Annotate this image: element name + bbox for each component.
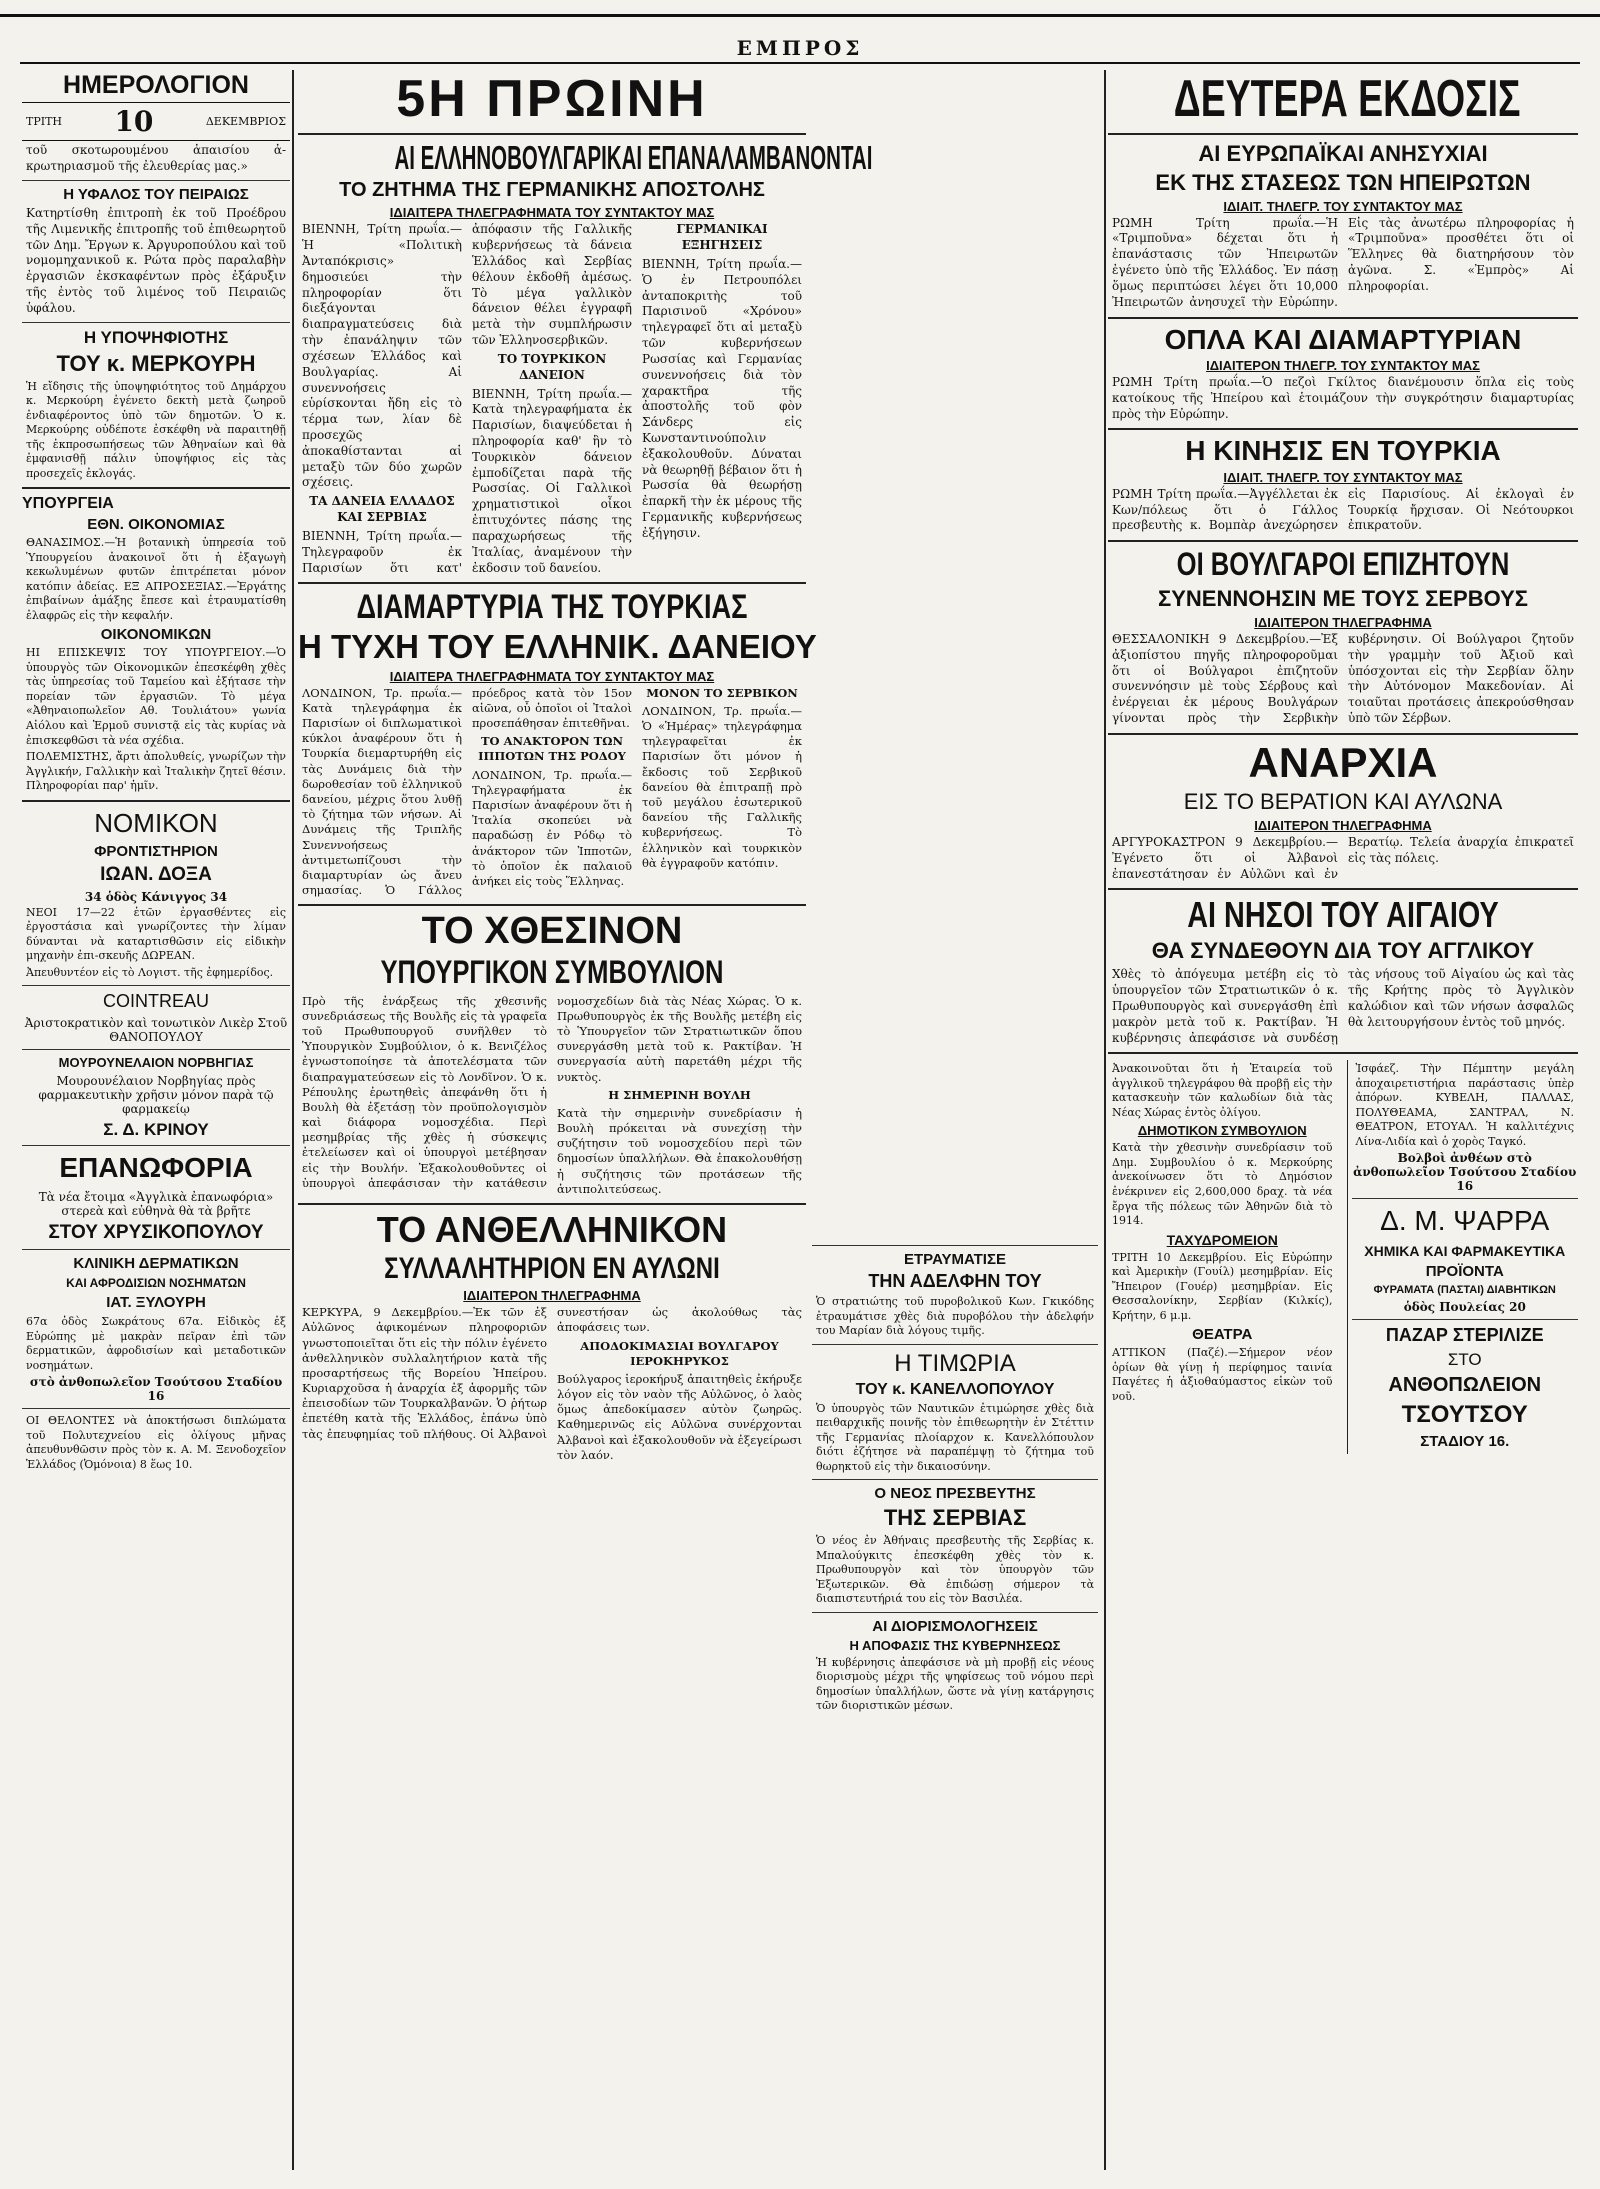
ad-bazaar: ΠΑΖΑΡ ΣΤΕΡΙΛΙΖΕ bbox=[1385, 1325, 1544, 1346]
serbian-only-headline: ΜΟΝΟΝ ΤΟ ΣΕΡΒΙΚΟΝ bbox=[646, 685, 798, 700]
lower-right-news bbox=[1108, 1060, 1337, 1454]
divider bbox=[22, 1049, 290, 1050]
punishment-text: Ὁ ὑπουργὸς τῶν Ναυτικῶν ἐτιμώρησε χθὲς διὰ πειθαρχικῆς ποινῆς τὸν ἐπιθεωρητὴν ἐν Στέττιν τῆς Γερμανίας πλοίαρχον κ. Κανελλόπουλον διότι ἐζήτησε νὰ παραπέμψῃ τὸ ζήτημα τοῦ θωρηκτοῦ εἰς τὴν δικαιοσύνην. bbox=[816, 1401, 1094, 1473]
house-text: Κατὰ τὴν σημερινὴν συνεδρίασιν ἡ Βουλὴ πρόκειται νὰ συνεχίσῃ τὴν συζήτησιν τοῦ νομοσχεδίου περὶ τῶν δημοσίων ὑπαλλήλων. Θὰ ἐπακολουθήσῃ ἡ συζήτησις τῶν προτάσεων τῆς ἀντιπολιτεύσεως. bbox=[557, 1105, 802, 1196]
council-reports bbox=[302, 994, 802, 1197]
divider bbox=[812, 1612, 1098, 1613]
ad-tsoutsou: ΤΣΟΥΤΣΟΥ bbox=[1401, 1401, 1528, 1429]
ad-chemicals: ΧΗΜΙΚΑ ΚΑΙ ΦΑΡΜΑΚΕΥΤΙΚΑ bbox=[1364, 1243, 1566, 1260]
turkey-movement-headline: Η ΚΙΝΗΣΙΣ ΕΝ ΤΟΥΡΚΙΑ bbox=[1185, 435, 1501, 467]
epirotes-headline: ΕΚ ΤΗΣ ΣΤΑΣΕΩΣ ΤΩΝ ΗΠΕΙΡΩΤΩΝ bbox=[1155, 169, 1531, 195]
vienna-text: ΒΙΕΝΝΗ, Τρίτη πρωΐα.—Ἡ «Πολιτικὴ Ἀνταπόκρισις» δημοσιεύει τὴν πληροφορίαν ὅτι διεξάγονται διαπραγματεύσεις διὰ τὴν ἐπανάληψιν τῶν σχέσεων Ἑλλάδος καὶ Βουλγαρίας. Αἱ συνεννοήσεις εὑρίσκονται ἤδη εἰς τὸ τέρμα των, λίαν δὲ προσεχῶς ἀποκαθίστανται αἱ μεταξὺ τῶν δύο χωρῶν σχέσεις. bbox=[302, 222, 462, 490]
wounded-headline: ΕΤΡΑΥΜΑΤΙΣΕ bbox=[904, 1251, 1006, 1268]
ad-norvigia: ΜΟΥΡΟΥΝΕΛΑΙΟΝ ΝΟΡΒΗΓΙΑΣ bbox=[58, 1055, 254, 1071]
aegean-headline-2: ΘΑ ΣΥΝΔΕΘΟΥΝ ΔΙΑ ΤΟΥ ΑΓΓΛΙΚΟΥ bbox=[1151, 938, 1535, 964]
ambassador-text: Ὁ νέος ἐν Ἀθήναις πρεσβευτὴς τῆς Σερβίας κ. Μπαλούγκιτς ἐπεσκέφθη χθὲς τὸν κ. Πρωθυπουργὸν καὶ τὸν ὑπουργὸν τῶν Ἐξωτερικῶν. Θὰ ἐπιδώσῃ σήμερον τὰ διαπιστευτήριά του εἰς τὸν Βασιλέα. bbox=[816, 1534, 1094, 1606]
turkey-protest-headline: ΔΙΑΜΑΡΤΥΡΙΑ ΤΗΣ ΤΟΥΡΚΙΑΣ bbox=[356, 588, 748, 627]
municipal-text: Κατὰ τὴν χθεσινὴν συνεδρίασιν τοῦ Δημ. Συμβουλίου ὁ κ. Μερκούρης ἀνεκοίνωσεν ὅτι τὸ Δημόσιον ἐνέκρινεν εἰς 2,600,000 δραχ. τὰ νέα ἔργα τῆς πόλεως τῶν Ἀθηνῶν διὰ τὸ 1914. bbox=[1112, 1141, 1333, 1228]
anarchy-headline: ΑΝΑΡΧΙΑ bbox=[1248, 738, 1438, 786]
aegean-text: Χθὲς τὸ ἀπόγευμα μετέβη εἰς τὸ ὑπουργεῖον τῶν Στρατιωτικῶν ὁ κ. Πρωθυπουργὸς καὶ συνεργάσθη ἐπὶ μακρὸν μετὰ τοῦ κ. Ρακτίβαν. Ἡ κυβέρνησις ἀπεφάσισε νὰ συνδέσῃ τὰς νήσους τοῦ Αἰγαίου ὡς καὶ τὰς τῆς Κρήτης πρὸς τὸ Ἀγγλικὸν καλώδιον καὶ τῶν νήσων ἀσφαλῶς θὰ λειτουργήσουν ἐντὸς τοῦ μηνός. bbox=[1112, 967, 1574, 1045]
ad-diabetic-address: ὁδὸς Πουλείας 20 bbox=[1403, 1300, 1526, 1315]
wounded-text: Ὁ στρατιώτης τοῦ πυροβολικοῦ Κων. Γκικόδης ἐτραυμάτισε χθὲς διὰ πυροβόλου τὴν ἀδελφήν του Μαρίαν διὰ λόγους τιμῆς. bbox=[816, 1295, 1094, 1338]
divider bbox=[1108, 317, 1578, 319]
council-text: Πρὸ τῆς ἐνάρξεως τῆς χθεσινῆς συνεδριάσεως τῆς Βουλῆς εἰς τὰ γραφεῖα τοῦ Πρωθυπουργοῦ συνῆλθεν τὸ Ὑπουργικὸν Συμβούλιον, ὁ κ. Βενιζέλος ἐγνωστοποίησε τὰ ἀποτελέσματα τῶν διαπραγματεύσεων εἰς τὸ Λονδῖνον. Ὁ κ. Ρέπουλης ἐρωτηθεὶς ἀπεφάνθη ὅτι ἡ Βουλὴ θὰ ἐξετάσῃ τὸν προϋπολογισμὸν καὶ διάφορα νομοσχέδια. Περὶ μεσημβρίας τῆς χθὲς ἡ σύσκεψις ἐτελείωσεν καὶ οἱ ὑπουργοὶ μετέβησαν εἰς τὴν Βουλήν. bbox=[302, 993, 547, 1175]
bulgarians-headline: ΟΙ ΒΟΥΛΓΑΡΟΙ ΕΠΙΖΗΤΟΥΝ bbox=[1176, 546, 1510, 583]
ad-epanoforia-text: Τὰ νέα ἔτοιμα «Ἀγγλικὰ ἐπανωφόρια» στερεὰ καὶ εὐθηνὰ θὰ τὰ βρῆτε bbox=[38, 1190, 274, 1219]
ad-products: ΠΡΟΪΟΝΤΑ bbox=[1425, 1263, 1504, 1281]
ad-krinos: Σ. Δ. ΚΡΙΝΟΥ bbox=[103, 1120, 209, 1140]
turkish-loan-headline: ΤΟ ΤΟΥΡΚΙΚΟΝ ΔΑΝΕΙΟΝ bbox=[497, 351, 607, 382]
intro-text: τοῦ σκοτωρουμένου ἀπαισίου ἀ-κρωτηριασμοῦ τῆς ἐλευθερίας μας.» bbox=[26, 143, 286, 174]
wounded-headline-2: ΤΗΝ ΑΔΕΛΦΗΝ ΤΟΥ bbox=[868, 1271, 1042, 1291]
telegram-label: ΙΔΙΑΙΤ. ΤΗΛΕΓΡ. ΤΟΥ ΣΥΝΤΑΚΤΟΥ ΜΑΣ bbox=[1223, 198, 1463, 214]
lower-right-ads bbox=[1347, 1060, 1579, 1454]
economy-headline: ΕΘΝ. ΟΙΚΟΝΟΜΙΑΣ bbox=[87, 516, 225, 534]
palace-headline: ΤΟ ΑΝΑΚΤΟΡΟΝ ΤΩΝ ΙΠΠΟΤΩΝ ΤΗΣ ΡΟΔΟΥ bbox=[478, 734, 626, 764]
ad-bulbs: Βολβοὶ ἀνθέων στὸ ἀνθοπωλεῖον Τσούτσου Σταδίου 16 bbox=[1353, 1151, 1577, 1194]
telegram-label-2: ΙΔΙΑΙΤΕΡΑ ΤΗΛΕΓΡΑΦΗΜΑΤΑ ΤΟΥ ΣΥΝΤΑΚΤΟΥ ΜΑΣ bbox=[389, 668, 715, 684]
ad-neoi: ΝΕΟΙ 17—22 ἐτῶν ἐργασθέντες εἰς ἐργοστάσια καὶ γνωρίζοντες τὴν λίμαν δύνανται νὰ καταρτισθῶσιν εἰς εἰδικὴν μηχανὴν ἐπι-σκευῆς ΔΩΡΕΑΝ. bbox=[26, 905, 286, 963]
ad-doxa: ΙΩΑΝ. ΔΟΞΑ bbox=[100, 863, 212, 885]
arms-text: ΡΩΜΗ Τρίτη πρωΐα.—Ὁ πεζοὶ Γκίλτος διανέμουσιν ὅπλα εἰς τοὺς κατοίκους τῆς Ἠπείρου καὶ ἑτοιμάζουν τὴν συγκρότησιν διαμαρτυρίας πρὸς τὴν Εὐρώπην. bbox=[1112, 374, 1574, 421]
candidacy-headline-2: ΤΟΥ κ. ΜΕΡΚΟΥΡΗ bbox=[56, 350, 256, 376]
subheadline-german: ΤΟ ΖΗΤΗΜΑ ΤΗΣ ΓΕΡΜΑΝΙΚΗΣ ΑΠΟΣΤΟΛΗΣ bbox=[339, 179, 765, 202]
rally-headline-2: ΣΥΛΛΑΛΗΤΗΡΙΟΝ ΕΝ ΑΥΛΩΝΙ bbox=[384, 1251, 720, 1285]
ambassador-headline: Ο ΝΕΟΣ ΠΡΕΣΒΕΥΤΗΣ bbox=[874, 1485, 1036, 1503]
economy-text: ΘΑΝΑΣΙΜΟΣ.—Ἡ βοτανικὴ ὑπηρεσία τοῦ Ὑπουργείου ἀνακοινοῖ ὅτι ἡ ἐξαγωγὴ κεκωλυμένων φυτῶν ἐπιτρέπεται μόνον κατόπιν ἀδείας. ΕΞ ΑΠΡΟΣΕΞΙΑΣ.—Ἐργάτης ἐπιβαίνων ἁμάξης ἔπεσε καὶ ἐτραυματίσθη ἐλαφρῶς εἰς τὴν κεφαλήν. bbox=[26, 536, 286, 622]
ad-flowers: στὸ ἀνθοπωλεῖον Τσούτσου Σταδίου 16 bbox=[29, 1375, 283, 1404]
finance-headline: ΟΙΚΟΝΟΜΙΚΩΝ bbox=[100, 626, 212, 644]
punishment-headline: Η ΤΙΜΩΡΙΑ bbox=[894, 1349, 1016, 1377]
column-rule bbox=[1104, 70, 1106, 2170]
ad-address: 34 ὁδὸς Κάνιγγος 34 bbox=[84, 889, 228, 904]
column-rule bbox=[292, 70, 294, 2170]
ad-doctor-text: 67α ὁδὸς Σωκράτους 67α. Εἰδικὸς ἐξ Εὐρώπης μὲ μακρὰν πεῖραν ἐπὶ τῶν δερματικῶν, ἀφροδισίων καὶ μεταδοτικῶν νοσημάτων. bbox=[26, 1315, 286, 1372]
date-number: 10 bbox=[114, 105, 154, 139]
main-headline: ΑΙ ΕΛΛΗΝΟΒΟΥΛΓΑΡΙΚΑΙ ΕΠΑΝΑΛΑΜΒΑΝΟΝΤΑΙ bbox=[394, 138, 873, 176]
column-calendar bbox=[22, 68, 290, 2178]
divider bbox=[298, 582, 806, 584]
divider bbox=[22, 1249, 290, 1250]
ad-nomikon: ΝΟΜΙΚΟΝ bbox=[94, 807, 218, 838]
loan-fate-headline: Η ΤΥΧΗ ΤΟΥ ΕΛΛΗΝΙΚ. ΔΑΝΕΙΟΥ bbox=[298, 628, 817, 666]
piraeus-text: Κατηρτίσθη ἐπιτροπὴ ἐκ τοῦ Προέδρου τῆς Λιμενικῆς ἐπιτροπῆς τοῦ ἐπιθεωρητοῦ τῶν Δημ. Ἔργων κ. Ἀργυροπούλου καὶ τοῦ νομομηχανικοῦ κ. Ρώτα πρὸς παραλαβὴν ἐργασιῶν ἐκσκαφέντων πρὸς ἐξάρυξιν τῆς ἐντὸς τοῦ λιμένος τοῦ Πειραιῶς ὑφάλου. bbox=[26, 205, 286, 315]
ad-frontistirion: ΦΡΟΝΤΙΣΤΗΡΙΟΝ bbox=[94, 842, 218, 860]
corfu-text: ΚΕΡΚΥΡΑ, 9 Δεκεμβρίου.—Ἐκ τῶν ἐξ Αὐλῶνος ἀφικομένων πληροφοριῶν γνωστοποιεῖται ὅτι εἰς τὴν πόλιν ἐγένετο ἀνθελληνικὸν συλλαλητήριον κατὰ τῆς προσαρτήσεως τῆς Βορείου Ἠπείρου. Κυριαρχοῦσα ἡ ἀναρχία ἐξ ἀφορμῆς τῶν ἐπεισοδίων τῶν Τουρκαλβανῶν. Ὁ ῥήτωρ ἐπετέθη κατὰ τῆς Ἑλλάδος, ἐπάνω ὑπὸ τὰς ἐπευφημίας τοῦ πλήθους. Οἱ Ἀλβανοὶ συνεστήσαν ὡς ἀκολούθως τὰς ἀποφάσεις των. bbox=[302, 1305, 802, 1441]
ad-norvigia-text: Μουρουνέλαιον Νορβηγίας πρὸς φαρμακευτικὴν χρῆσιν μόνον παρὰ τῷ φαρμακείῳ bbox=[38, 1074, 274, 1117]
ad-anthopoleion: ΑΝΘΟΠΩΛΕΙΟΝ bbox=[1388, 1374, 1542, 1397]
german-explanations-headline: ΓΕΡΜΑΝΙΚΑΙ ΕΞΗΓΗΣΕΙΣ bbox=[676, 222, 768, 253]
house-headline: Η ΣΗΜΕΡΙΝΗ ΒΟΥΛΗ bbox=[608, 1087, 751, 1102]
bulgarians-headline-2: ΣΥΝΕΝΝΟΗΣΙΝ ΜΕ ΤΟΥΣ ΣΕΡΒΟΥΣ bbox=[1158, 585, 1528, 611]
column-center-news bbox=[812, 1240, 1098, 2180]
anarchy-headline-2: ΕΙΣ ΤΟ ΒΕΡΑΤΙΟΝ ΚΑΙ ΑΥΛΩΝΑ bbox=[1183, 788, 1503, 814]
london-text: ΛΟΝΔΙΝΟΝ, Τρ. πρωΐα.—Κατὰ τηλεγράφημα ἐκ Παρισίων οἱ διπλωματικοὶ κύκλοι ἀναφέρουν ὅτι ἡ Τουρκία διεμαρτυρήθη εἰς τὰς Δυνάμεις διὰ τὴν δωροθεσίαν τοῦ ἑλληνικοῦ δανείου, μέχρις ὅτου λυθῇ τὸ ζήτημα τῶν νήσων. Αἱ Δυνάμεις τῆς Τριπλῆς Συνεννοήσεως ἀντιμετωπίζουσι τὴν διαμαρτυρίαν ὡς ἄνευ σημασίας. Ὁ Γάλλος πρόεδρος κατὰ τὸν 15ον αἰῶνα, οὗ ὁποῖοι οἱ Ἰταλοὶ προσεπάθησαν ἐπιτεθῆναι. bbox=[302, 685, 632, 898]
divider bbox=[1108, 1052, 1578, 1054]
piraeus-headline: Η ΥΦΑΛΟΣ ΤΟΥ ΠΕΙΡΑΙΩΣ bbox=[63, 185, 249, 203]
finance-text: ΗΙ ΕΠΙΣΚΕΨΙΣ ΤΟΥ ΥΠΟΥΡΓΕΙΟΥ.—Ὁ ὑπουργὸς τῶν Οἰκονομικῶν ἐπεσκέφθη χθὲς τὰς ὑπηρεσίας τοῦ Ταμείου καὶ ἐξήτασε τὴν πορείαν τῶν ἐργασιῶν. Τὸ μέγα «Ἀθηναιοπωλεῖον Αθ. Τουλιάτου» γωνία Αἰόλου καὶ Ἑρμοῦ συνιστᾷ εἰς τὰς κυρίας νὰ ἐπισκεφθῶσι τὰ νέα σχέδια. bbox=[26, 646, 286, 747]
post-headline: ΤΑΧΥΔΡΟΜΕΙΟΝ bbox=[1166, 1231, 1278, 1248]
divider bbox=[1108, 888, 1578, 890]
candidacy-text: Ἡ εἴδησις τῆς ὑποψηφιότητος τοῦ Δημάρχου κ. Μερκούρη ἐγένετο δεκτὴ μετὰ ζωηροῦ ἐνδιαφέροντος ὑπὸ τῶν δημοτῶν. Ὁ κ. Μερκούρης οὐδέποτε ἐσκέφθη νὰ παραιτηθῇ τῆς ἐκπροσωπήσεως τῶν Ἀθηναίων καὶ θὰ ἐμφανισθῇ πάλιν ὑποψήφιος εἰς τὰς προσεχεῖς ἐκλογάς. bbox=[26, 379, 286, 480]
divider bbox=[1108, 133, 1578, 135]
turkey-movement-text: ΡΩΜΗ Τρίτη πρωΐα.—Ἀγγέλλεται ἐκ Κων/πόλεως ὅτι ὁ Γάλλος πρεσβευτὴς κ. Βομπὰρ ἀνεχώρησεν εἰς Παρισίους. Αἱ ἐκλογαὶ ἐν Τουρκίᾳ ἤρχισαν. Οἱ Νεότουρκοι ἐπικρατοῦν. bbox=[1112, 486, 1574, 533]
ad-neoi-2: Ἀπευθυντέον εἰς τὸ Λογιστ. τῆς ἐφημερίδος. bbox=[26, 965, 274, 979]
telegram-label: ΙΔΙΑΙΤΕΡΑ ΤΗΛΕΓΡΑΦΗΜΑΤΑ ΤΟΥ ΣΥΝΤΑΚΤΟΥ ΜΑΣ bbox=[389, 205, 715, 221]
divider bbox=[1108, 733, 1578, 735]
telegram-label-3: ΙΔΙΑΙΤ. ΤΗΛΕΓΡ. ΤΟΥ ΣΥΝΤΑΚΤΟΥ ΜΑΣ bbox=[1223, 469, 1463, 485]
punishment-headline-2: ΤΟΥ κ. ΚΑΝΕΛΛΟΠΟΥΛΟΥ bbox=[855, 1380, 1055, 1398]
municipal-headline: ΔΗΜΟΤΙΚΟΝ ΣΥΜΒΟΥΛΙΟΝ bbox=[1137, 1123, 1307, 1139]
masthead-rule bbox=[20, 62, 1580, 64]
telegram-label-4: ΙΔΙΑΙΤΕΡΟΝ ΤΗΛΕΓΡΑΦΗΜΑ bbox=[1254, 614, 1432, 630]
divider bbox=[812, 1245, 1098, 1246]
turkish-loan-text: ΒΙΕΝΝΗ, Τρίτη πρωΐα.—Κατὰ τηλεγραφήματα ἐκ Παρισίων, διαψεύδεται ἡ πληροφορία καθ' ἣν τὸ Τουρκικὸν δάνειον ἐμποδίζεται παρὰ τῆς Ρωσσίας. Οἱ Γαλλικοὶ χρηματιστικοὶ οἶκοι ἐπιτυχόντες πάσης της παραχωρήσεως τῆς Ἰταλίας, ἀναμένουν τὴν ἐκδοσιν τοῦ δανείου. bbox=[472, 386, 632, 575]
ad-cointreau-text: Ἀριστοκρατικὸν καὶ τονωτικὸν Λικὲρ Στοῦ ΘΑΝΟΠΟΥΛΟΥ bbox=[24, 1016, 288, 1045]
european-concerns-headline: ΑΙ ΕΥΡΩΠΑΪΚΑΙ ΑΝΗΣΥΧΙΑΙ bbox=[1198, 140, 1488, 166]
ad-epanoforia: ΕΠΑΝΩΦΟΡΙΑ bbox=[59, 1152, 253, 1184]
rome-text: ΡΩΜΗ Τρίτη πρωΐα.—Ἡ «Τριμποῦνα» δέχεται ὅτι ἡ ἐπανάστασις τῶν Ἠπειρωτῶν ἐγένετο ὑπὸ τῆς Ἑλλάδος. Ἐν πάσῃ ὅμως περιπτώσει λέγει ὅτι 10,000 Ἠπειρωτῶν ἀνησυχεῖ τὴν Εὐρώπην. Εἰς τὰς ἀνωτέρω πληροφορίας ἡ «Τριμποῦνα» προσθέτει ὅτι οἱ Ἕλληνες θὰ διατηρήσουν τὸν ἀγῶνα. Σ. «Ἐμπρὸς» Αἱ πληροφορίαι. bbox=[1112, 215, 1574, 309]
ad-clinic-2: ΚΑΙ ΑΦΡΟΔΙΣΙΩΝ ΝΟΣΗΜΑΤΩΝ bbox=[66, 1276, 246, 1291]
second-edition-title: ΔΕΥΤΕΡΑ ΕΚΔΟΣΙΣ bbox=[1173, 70, 1521, 128]
divider bbox=[812, 1479, 1098, 1480]
divider bbox=[1352, 1319, 1579, 1320]
divider bbox=[298, 133, 806, 135]
ambassador-headline-2: ΤΗΣ ΣΕΡΒΙΑΣ bbox=[883, 1505, 1027, 1531]
ad-cointreau: COINTREAU bbox=[102, 991, 209, 1012]
lower-right-block bbox=[1108, 1060, 1578, 1454]
date-line bbox=[22, 102, 290, 141]
divider bbox=[22, 322, 290, 323]
appointments-text: Ἡ κυβέρνησις ἀπεφάσισε νὰ μὴ προβῇ εἰς νέους διορισμοὺς μέχρι τῆς ψηφίσεως τοῦ νόμου περὶ δημοσίων ὑπαλλήλων, ὥστε νὰ γίνῃ κατάργησις τῶν διοριστικῶν μέσων. bbox=[816, 1655, 1094, 1713]
vienna-reports bbox=[302, 222, 802, 576]
ad-sto: ΣΤΟ bbox=[1447, 1350, 1482, 1370]
arms-headline: ΟΠΛΑ ΚΑΙ ΔΙΑΜΑΡΤΥΡΙΑΝ bbox=[1164, 323, 1522, 355]
month: ΔΕΚΕΜΒΡΙΟΣ bbox=[205, 115, 286, 129]
masthead bbox=[0, 0, 1600, 62]
council-headline-2: ΥΠΟΥΡΓΙΚΟΝ ΣΥΜΒΟΥΛΙΟΝ bbox=[380, 954, 724, 991]
post-text: ΤΡΙΤΗ 10 Δεκεμβρίου. Εἰς Εὐρώπην καὶ Ἀμερικὴν (Γουίλ) μεσημβρίαν. Εἰς Ἤπειρον (Γουέρ) μεσημβρίαν. Εἰς Θεσσαλονίκην, Σερβίαν (Κιλκίς), Κρήτην, 6 μ.μ. bbox=[1112, 1250, 1333, 1322]
council-text-2: Ἐξακολουθοῦντες οἱ ὑπουργοὶ ἀπεφάσισαν τὴν κατάθεσιν νομοσχεδίων διὰ τὰς Νέας Χώρας. Ὁ κ. Πρωθυπουργὸς ἐκ τῆς Βουλῆς μετέβη εἰς τὸ Ὑπουργεῖον τῶν Στρατιωτικῶν ὅπου συνεργάσθη μετὰ τοῦ κ. Ρακτίβαν. Ἡ συνεργασία αὐτὴ παρετάθη μέχρι τῆς νυκτὸς. bbox=[302, 993, 802, 1190]
divider bbox=[812, 1344, 1098, 1345]
council-headline: ΤΟ ΧΘΕΣΙΝΟΝ bbox=[421, 910, 683, 953]
column-second-edition bbox=[1108, 68, 1578, 2178]
calendar-title: ΗΜΕΡΟΛΟΓΙΟΝ bbox=[63, 71, 249, 99]
divider bbox=[1108, 428, 1578, 430]
classified-text: ΠΟΛΕΜΙΣΤΗΣ, ἄρτι ἀπολυθείς, γνωρίζων τὴν Ἀγγλικήν, Γαλλικὴν καὶ Ἰταλικὴν ζητεῖ θέσιν. Πληροφορίαι παρ' ἡμῖν. bbox=[26, 750, 286, 793]
serbian-only-text: ΛΟΝΔΙΝΟΝ, Τρ. πρωΐα.—Ὁ «Ἡμέρας» τηλεγράφημα τηλεγραφεῖται ἐκ Παρισίων ὅτι μόνον ἡ ἔκδοσις τοῦ Σερβικοῦ δανείου θὰ ἐπιτραπῇ πρὸ τοῦ μεγάλου ἐσωτερικοῦ δανείου τῆς Γαλλικῆς κυβερνήσεως. Τὸ ἑλληνικὸν καὶ τουρκικὸν θὰ ἐγγραφοῦν κατόπιν. bbox=[642, 703, 802, 870]
theatre-listings: Ἰσφάεζ. Τὴν Πέμπτην μεγάλη ἀποχαιρετιστήρια παράστασις ὑπὲρ ἀπόρων. ΚΥΒΕΛΗ, ΠΑΛΛΑΣ, ΠΟΛΥΘΕΑΜΑ, ΣΑΝΤΡΑΛ, Ν. ΘΕΑΤΡΟΝ, ΕΤΟΥΑΛ. Ἡ καλλιτέχνις Λίνα-Λιδία καὶ ὁ χορὸς Ταγκό. bbox=[1355, 1062, 1574, 1148]
divider bbox=[22, 1145, 290, 1146]
edition-title: 5Η ΠΡΩΙΝΗ bbox=[396, 70, 708, 128]
corfu-reports bbox=[302, 1305, 802, 1463]
argyrokastro-text: ΑΡΓΥΡΟΚΑΣΤΡΟΝ 9 Δεκεμβρίου.—Ἐγένετο ὅτι οἱ Ἀλβανοὶ ἐπανεστάτησαν ἐν Αὐλῶνι καὶ ἐν Βερατίῳ. Τελεία ἀναρχία ἐπικρατεῖ εἰς τὰς πόλεις. bbox=[1112, 834, 1574, 881]
aegean-headline: ΑΙ ΝΗΣΟΙ ΤΟΥ ΑΙΓΑΙΟΥ bbox=[1187, 894, 1499, 936]
divider bbox=[22, 487, 290, 489]
bulgarian-preacher-headline: ΑΠΟΔΟΚΙΜΑΣΙΑΙ ΒΟΥΛΓΑΡΟΥ ΙΕΡΟΚΗΡΥΚΟΣ bbox=[580, 1338, 779, 1368]
divider bbox=[1352, 1198, 1579, 1199]
palace-text: ΛΟΝΔΙΝΟΝ, Τρ. πρωΐα.—Τηλεγραφήματα ἐκ Παρισίων ἀναφέρουν ὅτι ἡ Ἰταλία σκοπεύει νὰ παραδώσῃ ἐν Ρόδῳ τὸ ἀνάκτορον τῶν Ἱπποτῶν, τὸ ὁποῖον ἐκ παλαιοῦ ἀνήκει εἰς τοὺς Ἕλληνας. bbox=[472, 767, 632, 888]
appointments-headline: ΑΙ ΔΙΟΡΙΣΜΟΛΟΓΗΣΕΙΣ bbox=[872, 1617, 1038, 1635]
loans-text: ΒΙΕΝΝΗ, Τρίτη πρωΐα.—Τηλεγραφοῦν ἐκ Παρισίων ὅτι κατ' ἀπόφασιν τῆς Γαλλικῆς κυβερνήσεως τὰ δάνεια Ἑλλάδος καὶ Σερβίας θέλουν ἐκδοθῆ ἀμέσως. Τὸ μέγα γαλλικὸν δάνειον θέλει ἐγγραφῆ μετὰ τὴν συμπλήρωσιν τῶν Ἑλληνοσερβικῶν. bbox=[302, 222, 632, 575]
theatres-headline: ΘΕΑΤΡΑ bbox=[1192, 1326, 1253, 1344]
telegraph-notice: Ἀνακοινοῦται ὅτι ἡ Ἑταιρεία τοῦ ἀγγλικοῦ τηλεγράφου θὰ προβῇ εἰς τὴν κατασκευὴν τῶν καλωδίων διὰ τὰς Νέας Χώρας ἐντὸς ὀλίγου. bbox=[1112, 1062, 1333, 1119]
ministries-headline: ΥΠΟΥΡΓΕΙΑ bbox=[22, 495, 114, 513]
bulgarian-preacher-text: Βούλγαρος ἱεροκήρυξ ἀπαιτηθεὶς ἐκήρυξε λόγον εἰς τὸν ναὸν τῆς Αὐλῶνος, ὁ λαὸς ὅμως ἀπεδοκίμασεν αὐτὸν ζωηρῶς. Καθημερινῶς εἰς Αὐλῶνα συνέρχονται Ἀλβανοὶ καὶ ἐξακολουθοῦν νὰ ἐξεγείρωσι τὸν λαόν. bbox=[557, 1371, 802, 1462]
loans-headline: ΤΑ ΔΑΝΕΙΑ ΕΛΛΑΔΟΣ ΚΑΙ ΣΕΡΒΙΑΣ bbox=[309, 494, 455, 525]
ad-doctor: ΙΑΤ. ΞΥΛΟΥΡΗ bbox=[106, 1294, 206, 1312]
candidacy-headline: Η ΥΠΟΨΗΦΙΟΤΗΣ bbox=[83, 327, 229, 347]
theatres-text: ΑΤΤΙΚΟΝ (Παζέ).—Σήμερον νέον ὁρίων θὰ γίνῃ ἡ περίφημος ταινία Παγέτες ἡ ἀξιοθαύμαστος εἰκὼν τοῦ νοῦ. bbox=[1112, 1346, 1333, 1403]
ad-clinic: ΚΛΙΝΙΚΗ ΔΕΡΜΑΤΙΚΩΝ bbox=[73, 1255, 239, 1273]
salonika-text: ΘΕΣΣΑΛΟΝΙΚΗ 9 Δεκεμβρίου.—Ἐξ ἀξιοπίστου πηγῆς πληροφοροῦμαι ὅτι οἱ Βούλγαροι ἐπιζητοῦν συνεννόησιν μὲ τοὺς Σέρβους καὶ ἐνέργειαι ἐκ μέρους Βουλγάρων γίνονται πρὸς τὴν Σερβικὴν κυβέρνησιν. Οἱ Βούλγαροι ζητοῦν τὴν γραμμὴν τοῦ Ἀξιοῦ καὶ ὑπόσχονται εἰς τὴν Σερβίαν ὅλην τὴν Αὐτόνομον Μακεδονίαν. Αἱ τοιαῦται προτάσεις ἀπεκρούσθησαν ὑπὸ τῶν Σέρβων. bbox=[1112, 631, 1574, 726]
ad-stadiou: ΣΤΑΔΙΟΥ 16. bbox=[1420, 1433, 1510, 1451]
london-reports bbox=[302, 686, 802, 898]
divider bbox=[22, 180, 290, 181]
divider bbox=[1108, 540, 1578, 542]
rally-headline: ΤΟ ΑΝΘΕΛΛΗΝΙΚΟΝ bbox=[376, 1208, 728, 1250]
divider bbox=[22, 800, 290, 802]
telegram-label-5: ΙΔΙΑΙΤΕΡΟΝ ΤΗΛΕΓΡΑΦΗΜΑ bbox=[1254, 817, 1432, 833]
german-explanations-text: ΒΙΕΝΝΗ, Τρίτη πρωΐα.—Ὁ ἐν Πετρουπόλει ἀνταποκριτὴς τοῦ Παρισινοῦ «Χρόνου» τηλεγραφεῖ ὅτι αἱ μεταξὺ τῶν κυβερνήσεων Ρωσσίας καὶ Γερμανίας συνεννοήσεις διὰ τὸν χαρακτῆρα τῆς ἀποστολῆς τοῦ φὸν Σάνδερς εἰς Κωνσταντινούπολιν ἐξακολουθοῦν. Δύναται νὰ θεωρηθῇ βέβαιον ὅτι ἡ Ρωσσία θὰ θεωρήσῃ ἐπαρκῆ τὴν ἐκ μέρους τῆς Γερμανικῆς κυβερνήσεως ἐξήγησιν. bbox=[642, 256, 802, 540]
column-morning-edition bbox=[298, 68, 873, 2178]
divider bbox=[22, 1408, 290, 1409]
newspaper-name: ΕΜΠΡΟΣ bbox=[736, 36, 864, 60]
ad-diplomas: ΟΙ ΘΕΛΟΝΤΕΣ νὰ ἀποκτήσωσι διπλώματα τοῦ Πολυτεχνείου εἰς ὀλίγους μῆνας ἀπευθυνθῶσιν πρὸς τὸν κ. Α. Μ. Ξενοδοχεῖον Ἑλλάδος (Ὁμόνοια) 8 ἕως 10. bbox=[26, 1414, 286, 1471]
top-rule bbox=[0, 14, 1600, 17]
divider bbox=[298, 904, 806, 906]
ad-diabetic: ΦΥΡΑΜΑΤΑ (ΠΑΣΤΑΙ) ΔΙΑΒΗΤΙΚΩΝ bbox=[1373, 1284, 1556, 1297]
telegram-label-3: ΙΔΙΑΙΤΕΡΟΝ ΤΗΛΕΓΡΑΦΗΜΑ bbox=[463, 1288, 641, 1304]
divider bbox=[22, 985, 290, 986]
ad-psarra: Δ. Μ. ΨΑΡΡΑ bbox=[1380, 1205, 1550, 1237]
appointments-headline-2: Η ΑΠΟΦΑΣΙΣ ΤΗΣ ΚΥΒΕΡΝΗΣΕΩΣ bbox=[849, 1637, 1061, 1653]
day: ΤΡΙΤΗ bbox=[26, 115, 63, 129]
divider bbox=[298, 1203, 806, 1205]
ad-chrysikopoulou: ΣΤΟΥ ΧΡΥΣΙΚΟΠΟΥΛΟΥ bbox=[48, 1222, 264, 1244]
telegram-label-2: ΙΔΙΑΙΤΕΡΟΝ ΤΗΛΕΓΡ. ΤΟΥ ΣΥΝΤΑΚΤΟΥ ΜΑΣ bbox=[1206, 357, 1480, 373]
